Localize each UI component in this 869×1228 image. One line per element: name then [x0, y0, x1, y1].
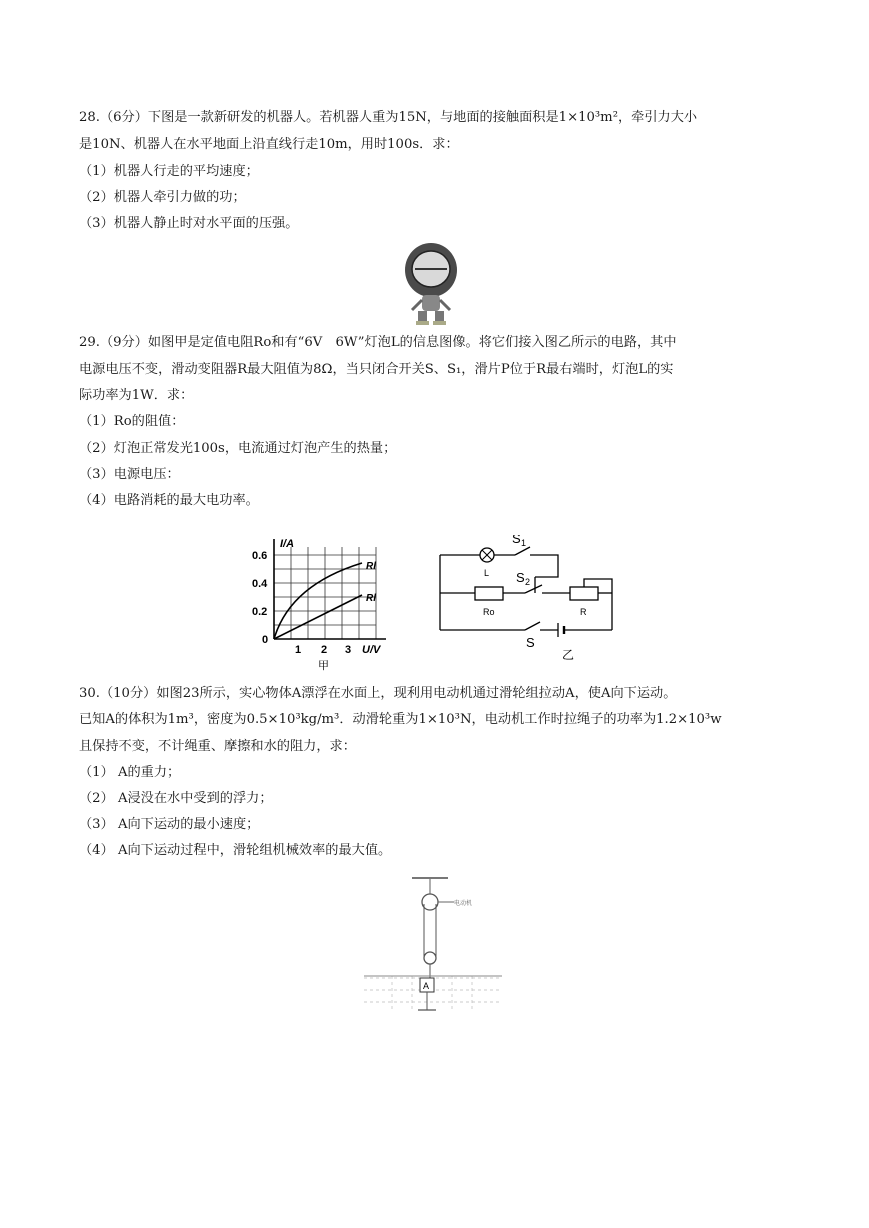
switch-s2-subscript: 2: [525, 577, 531, 587]
q30-stem-line2: 已知A的体积为1m³，密度为0.5×10³kg/m³．动滑轮重为1×10³N，电动机工作时拉绳子的功率为1.2×10³w: [79, 712, 722, 727]
block-a-label: A: [423, 981, 430, 991]
switch-s1-label: S: [512, 535, 521, 546]
figure-caption: 甲: [318, 660, 329, 672]
resistor-r0-label: Ro: [483, 607, 495, 617]
y-axis-label: I/A: [280, 538, 295, 550]
q29-item-4: （4）电路消耗的最大电功率。: [79, 493, 259, 508]
x-tick-label: 1: [295, 644, 302, 656]
q28-stem-line1: 28.（6分）下图是一款新研发的机器人。若机器人重为15N，与地面的接触面积是1×10³m²，牵引力大小: [79, 110, 698, 125]
q30-stem-line3: 且保持不变，不计绳重、摩擦和水的阻力，求：: [79, 739, 356, 754]
q28-stem-line2: 是10N、机器人在水平地面上沿直线行走10m，用时100s．求：: [79, 137, 459, 152]
q30-stem-line1: 30.（10分）如图23所示，实心物体A漂浮在水面上，现利用电动机通过滑轮组拉动A，使A向下运动。: [79, 686, 677, 701]
q29-item-3: （3）电源电压：: [79, 467, 180, 482]
q28-item-1: （1）机器人行走的平均速度；: [79, 164, 259, 179]
switch-s2-label: S: [516, 570, 525, 585]
y-tick-label: 0.4: [252, 578, 268, 590]
y-tick-label: 0.2: [252, 606, 268, 618]
q29-item-1: （1）Ro的阻值：: [79, 414, 185, 429]
lamp-label: L: [484, 568, 490, 578]
rheostat-r-label: R: [580, 607, 587, 617]
robot-figure: [400, 240, 462, 326]
switch-s1-subscript: 1: [521, 538, 527, 548]
switch-s-label: S: [526, 635, 535, 650]
origin-label: 0: [262, 634, 269, 646]
motor-label: 电动机: [454, 901, 473, 907]
curve-label: Rl: [366, 561, 376, 572]
y-tick-label: 0.6: [252, 550, 268, 562]
figure-caption: 乙: [562, 648, 575, 662]
q28-item-3: （3）机器人静止时对水平面的压强。: [79, 216, 299, 231]
pulley-figure: [362, 872, 512, 1017]
iu-graph: [250, 535, 410, 675]
q29-stem-line1: 29.（9分）如图甲是定值电阻Ro和有“6V 6W”灯泡L的信息图像。将它们接入图乙所示的电路，其中: [79, 335, 677, 350]
x-axis-label: U/V: [362, 644, 381, 656]
q28-item-2: （2）机器人牵引力做的功；: [79, 190, 246, 205]
q30-item-4: （4） A向下运动过程中，滑轮组机械效率的最大值。: [79, 843, 392, 858]
q29-item-2: （2）灯泡正常发光100s，电流通过灯泡产生的热量；: [79, 441, 397, 456]
circuit-diagram: [430, 535, 630, 665]
x-tick-label: 2: [321, 644, 328, 656]
q29-stem-line3: 际功率为1W．求：: [79, 388, 194, 403]
x-tick-label: 3: [345, 644, 352, 656]
q30-item-1: （1） A的重力；: [79, 765, 181, 780]
q30-item-3: （3） A向下运动的最小速度；: [79, 817, 260, 832]
curve-label: Rl: [366, 593, 376, 604]
q29-stem-line2: 电源电压不变，滑动变阻器R最大阻值为8Ω，当只闭合开关S、S₁，滑片P位于R最右端时，灯泡L的实: [79, 362, 674, 377]
q30-item-2: （2） A浸没在水中受到的浮力；: [79, 791, 273, 806]
